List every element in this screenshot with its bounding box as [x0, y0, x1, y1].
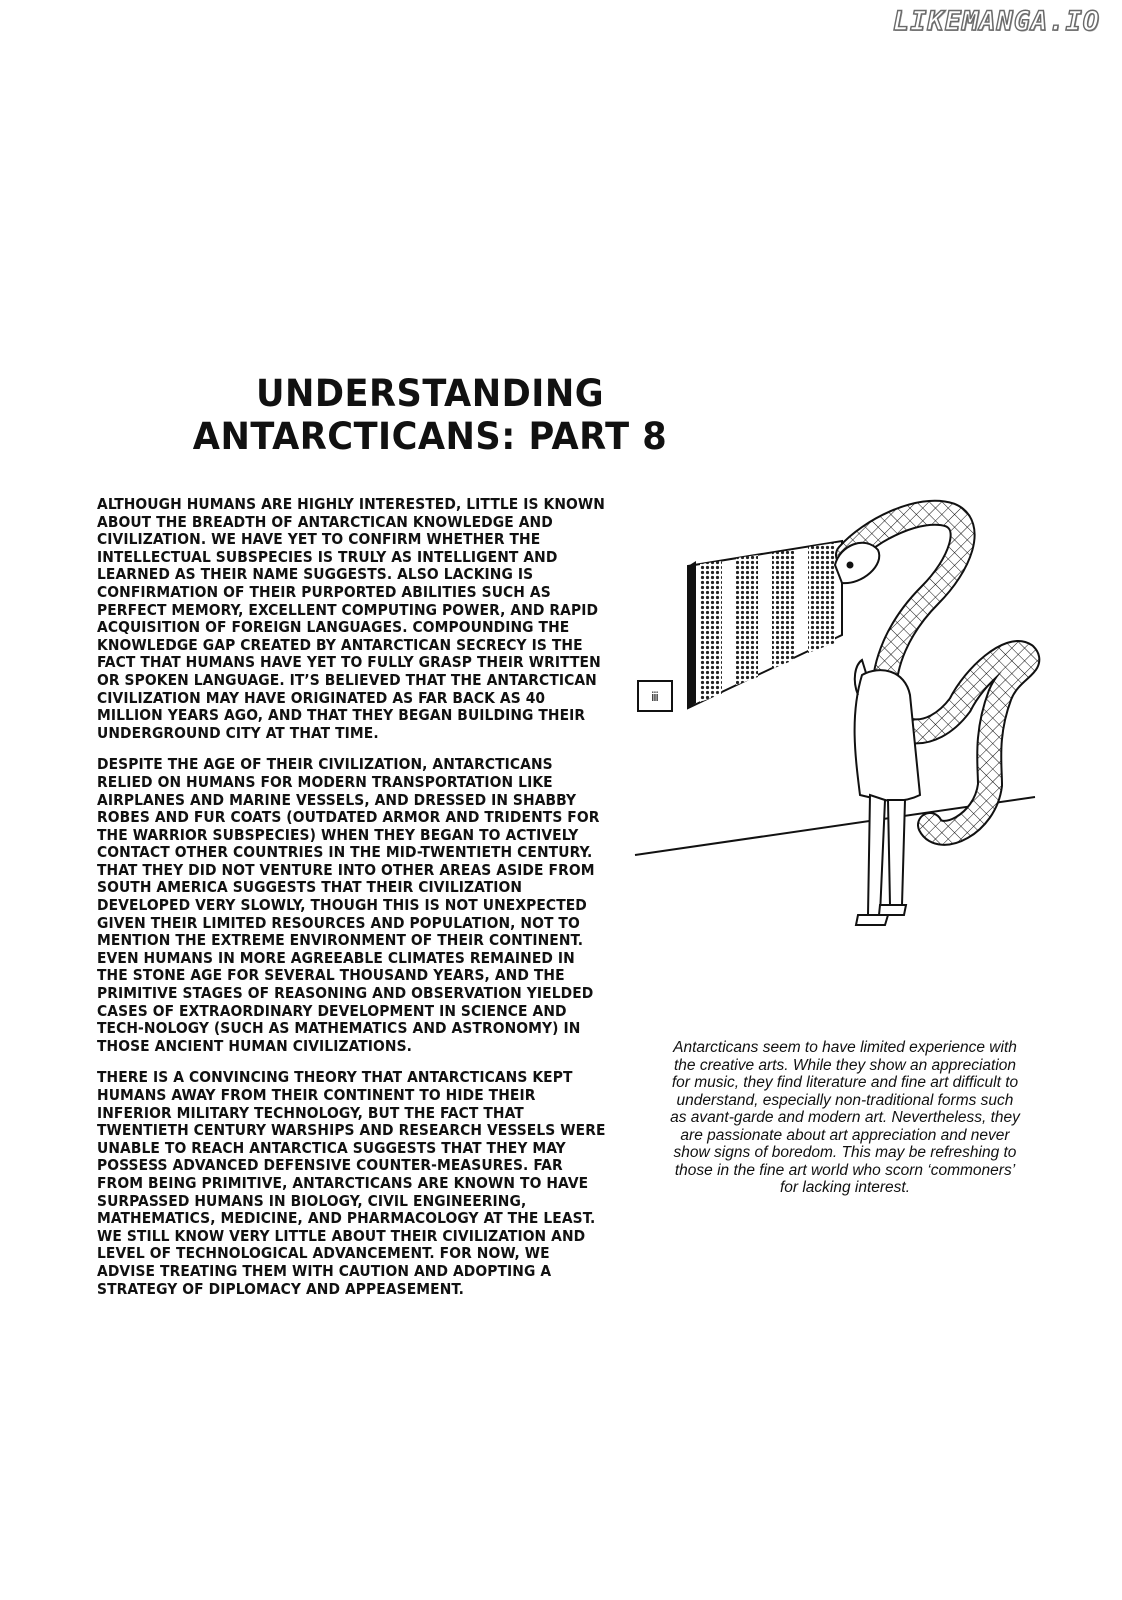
title-line-1: UNDERSTANDING: [255, 372, 605, 415]
watermark: LIKEMANGA.IO: [892, 6, 1100, 37]
placard-text: ⅲ: [651, 690, 659, 704]
page-title: [117, 372, 744, 458]
paragraph-2: DESPITE THE AGE OF THEIR CIVILIZATION, ANTARCTICANS RELIED ON HUMANS FOR MODERN TRANSPORTATION LIKE AIRPLANES AND MARINE VESSELS, AND DRESSED IN SHABBY ROBES AND FUR COATS (OUTDATED ARMOR AND TRIDENTS FOR THE WARRIOR SUBSPECIES) WHEN THEY BEGAN TO ACTIVELY CONTACT OTHER COUNTRIES IN THE MID-TWENTIETH CENTURY. THAT THEY DID NOT VENTURE INTO OTHER AREAS ASIDE FROM SOUTH AMERICA SUGGESTS THAT THEIR CIVILIZATION DEVELOPED VERY SLOWLY, THOUGH THIS IS NOT UNEXPECTED GIVEN THEIR LIMITED RESOURCES AND POPULATION, NOT TO MENTION THE EXTREME ENVIRONMENT OF THEIR CONTINENT. EVEN HUMANS IN MORE AGREEABLE CLIMATES REMAINED IN THE STONE AGE FOR SEVERAL THOUSAND YEARS, AND THE PRIMITIVE STAGES OF REASONING AND OBSERVATION YIELDED CASES OF EXTRAORDINARY DEVELOPMENT IN SCIENCE AND TECH-NOLOGY (SUCH AS MATHEMATICS AND ASTRONOMY) IN THOSE ANCIENT HUMAN CIVILIZATIONS.: [97, 755, 600, 1055]
figure: [855, 660, 920, 925]
wall-placard: [638, 681, 672, 711]
paragraph-3: THERE IS A CONVINCING THEORY THAT ANTARCTICANS KEPT HUMANS AWAY FROM THEIR CONTINENT TO HIDE THEIR INFERIOR MILITARY TECHNOLOGY, BUT THE FACT THAT TWENTIETH CENTURY WARSHIPS AND RESEARCH VESSELS WERE UNABLE TO REACH ANTARCTICA SUGGESTS THAT THEY MAY POSSESS ADVANCED DEFENSIVE COUNTER-MEASURES. FAR FROM BEING PRIMITIVE, ANTARCTICANS ARE KNOWN TO HAVE SURPASSED HUMANS IN BIOLOGY, CIVIL ENGINEERING, MATHEMATICS, MEDICINE, AND PHARMACOLOGY AT THE LEAST. WE STILL KNOW VERY LITTLE ABOUT THEIR CIVILIZATION AND LEVEL OF TECHNOLOGICAL ADVANCEMENT. FOR NOW, WE ADVISE TREATING THEM WITH CAUTION AND ADOPTING A STRATEGY OF DIPLOMACY AND APPEASEMENT.: [97, 1068, 606, 1298]
body-text: [97, 496, 607, 1312]
painting: [688, 541, 842, 708]
illustration-caption: Antarcticans seem to have limited experience with the creative arts. While they show an appreciation for music, they find literature and fine art difficult to understand, especially non-traditional forms such as avant-garde and modern art. Nevertheless, they are passionate about art appreciation and never show signs of boredom. This may be refreshing to those in the fine art world who scorn ‘commoners’ for lacking interest.: [670, 1039, 1020, 1196]
paragraph-1: ALTHOUGH HUMANS ARE HIGHLY INTERESTED, LITTLE IS KNOWN ABOUT THE BREADTH OF ANTARCTICAN KNOWLEDGE AND CIVILIZATION. WE HAVE YET TO CONFIRM WHETHER THE INTELLECTUAL SUBSPECIES IS TRULY AS INTELLIGENT AND LEARNED AS THEIR NAME SUGGESTS. ALSO LACKING IS CONFIRMATION OF THEIR PURPORTED ABILITIES SUCH AS PERFECT MEMORY, EXCELLENT COMPUTING POWER, AND RAPID ACQUISITION OF FOREIGN LANGUAGES. COMPOUNDING THE KNOWLEDGE GAP CREATED BY ANTARCTICAN SECRECY IS THE FACT THAT HUMANS HAVE YET TO FULLY GRASP THEIR WRITTEN OR SPOKEN LANGUAGE. IT’S BELIEVED THAT THE ANTARCTICAN CIVILIZATION MAY HAVE ORIGINATED AS FAR BACK AS 40 MILLION YEARS AGO, AND THAT THEY BEGAN BUILDING THEIR UNDERGROUND CITY AT THAT TIME.: [97, 495, 605, 742]
title-line-2: ANTARCTICANS: PART 8: [192, 415, 668, 458]
gallery-illustration: [630, 495, 1100, 955]
